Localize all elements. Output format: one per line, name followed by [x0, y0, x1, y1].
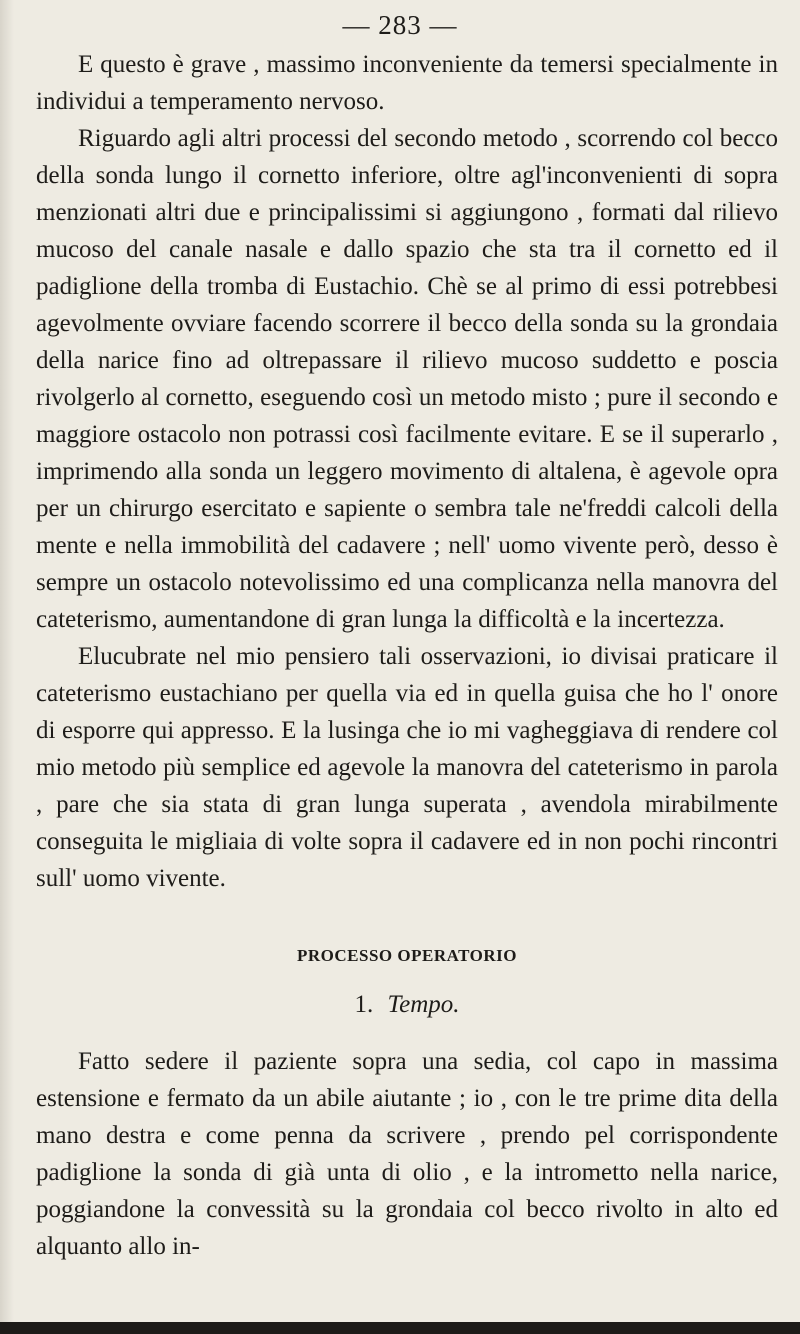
subsection-number: 1.	[354, 991, 374, 1018]
bottom-edge-bar	[0, 1322, 800, 1334]
paragraph-2: Riguardo agli altri processi del secondo metodo , scorrendo col becco della sonda lungo il cornetto inferiore, oltre agl'inconvenienti di sopra menzionati altri due e principalissimi si aggiungono , formati dal rilievo mucoso del canale nasale e dallo spazio che sta tra il cornetto ed il padiglione della tromba di Eustachio. Chè se al primo di essi potrebbesi agevolmente ovviare facendo scorrere il becco della sonda su la grondaia della narice fino ad oltrepassare il rilievo mucoso suddetto e poscia rivolgerlo al cornetto, eseguendo così un metodo misto ; pure il secondo e maggiore ostacolo non potrassi così facilmente evitare. E se il superarlo , imprimendo alla sonda un leggero movimento di altalena, è agevole opra per un chirurgo esercitato e sapiente o sembra tale ne'freddi calcoli della mente e nella immobilità del cadavere ; nell' uomo vivente però, desso è sempre un ostacolo notevolissimo ed una complicanza nella manovra del cateterismo, aumentandone di gran lunga la difficoltà e la incertezza.	[36, 125, 778, 633]
paragraph-4: Fatto sedere il paziente sopra una sedia, col capo in massima estensione e fermato da un abile aiutante ; io , con le tre prime dita della mano destra e come penna da scrivere , prendo pel corrispondente padiglione la sonda di già unta di olio , e la intrometto nella narice, poggiandone la convessità su la grondaia col becco rivolto in alto ed alquanto allo in-	[36, 1048, 778, 1260]
body-text	[36, 46, 778, 1265]
subsection-title: Tempo.	[387, 991, 460, 1018]
paragraph-3: Elucubrate nel mio pensiero tali osservazioni, io divisai praticare il cateterismo eustachiano per quella via ed in quella guisa che ho l' onore di esporre qui appresso. E la lusinga che io mi vagheggiava di rendere col mio metodo più semplice ed agevole la manovra del cateterismo in parola , pare che sia stata di gran lunga superata , avendola mirabilmente conseguita le migliaia di volte sopra il cadavere ed in non pochi rincontri sull' uomo vivente.	[36, 643, 778, 892]
section-heading: PROCESSO OPERATORIO	[297, 946, 517, 965]
page-number: — 283 —	[342, 10, 458, 40]
page-edge-shadow	[0, 0, 14, 1334]
paragraph-1: E questo è grave , massimo inconveniente da temersi specialmente in individui a temperamento nervoso.	[36, 51, 778, 115]
subsection-heading	[36, 986, 778, 1023]
